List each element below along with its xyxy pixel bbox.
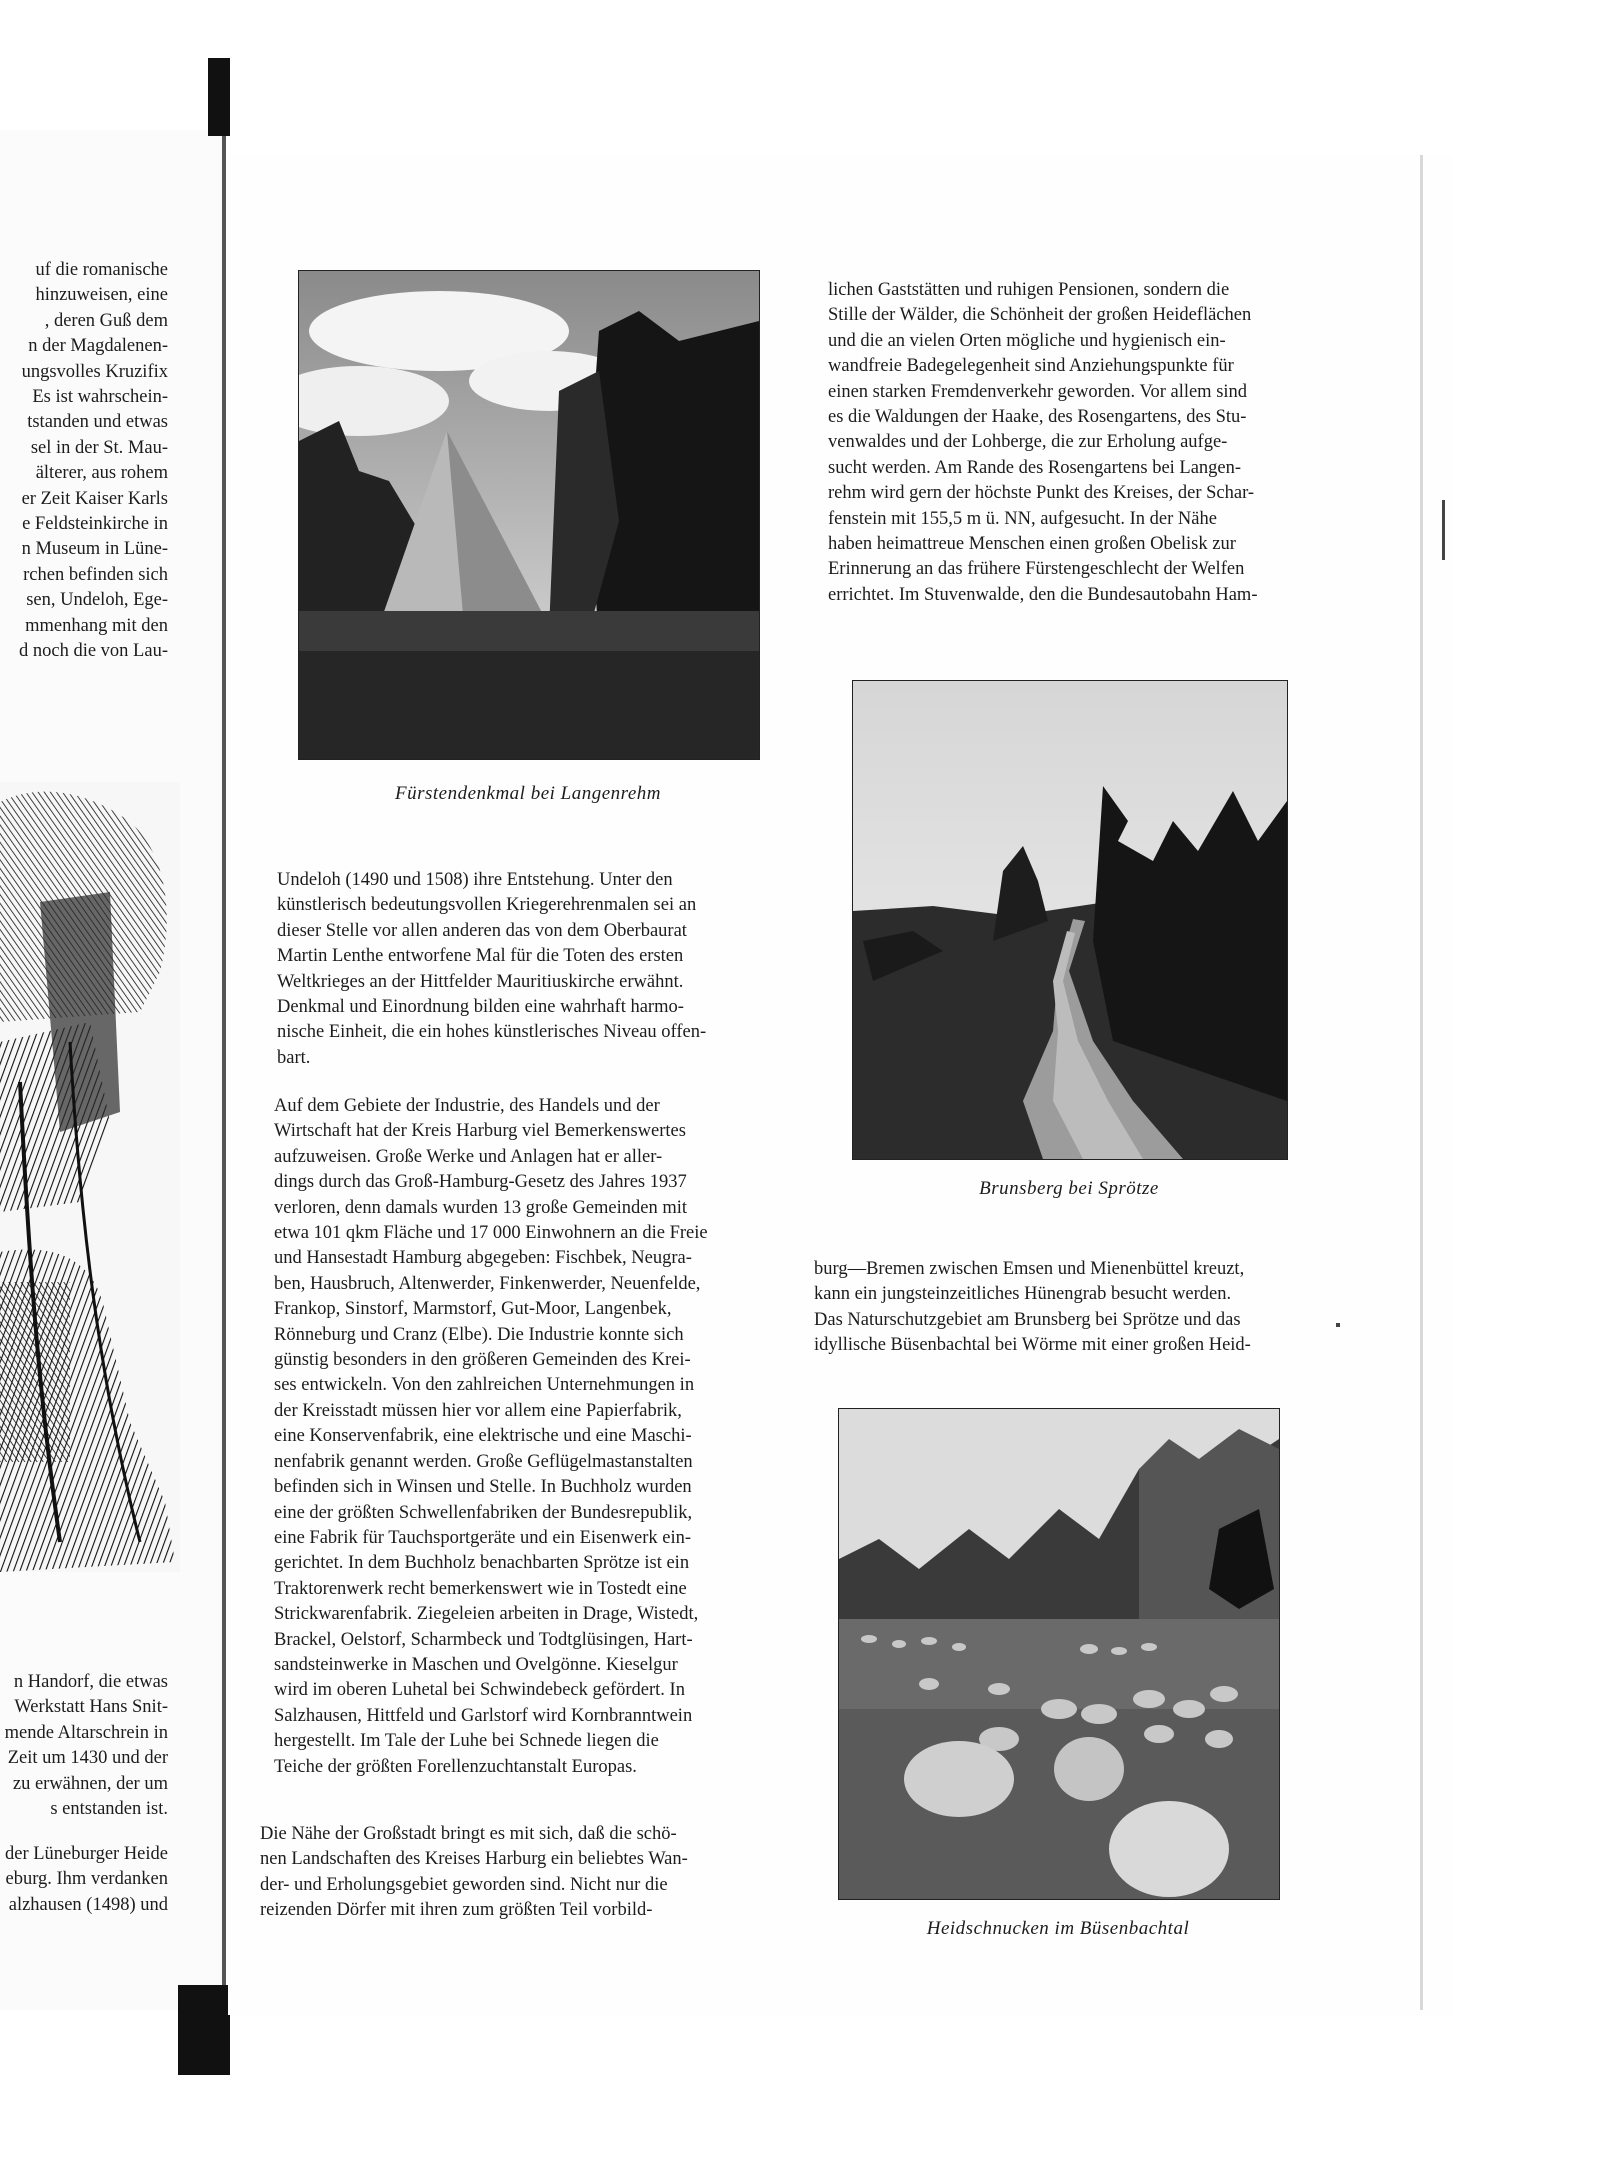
text-line: nen Landschaften des Kreises Harburg ein beliebtes Wan- xyxy=(260,1849,688,1870)
text-line: wandfreie Badegelegenheit sind Anziehungspunkte für xyxy=(828,356,1234,377)
text-line: Werkstatt Hans Snit- xyxy=(14,1697,168,1718)
right-column-top xyxy=(828,278,1326,608)
text-line: sel in der St. Mau- xyxy=(30,437,168,458)
middle-column-industry xyxy=(274,1094,768,1780)
text-line: Brackel, Oelstorf, Scharmbeck und Todtglüsingen, Hart- xyxy=(274,1629,693,1650)
text-line: reizenden Dörfer mit ihren zum größten Teil vorbild- xyxy=(260,1900,653,1921)
right-page-edge xyxy=(1420,155,1423,2010)
text-line: aufzuweisen. Große Werke und Anlagen hat er aller- xyxy=(274,1146,663,1167)
sheep-photo xyxy=(838,1408,1280,1900)
text-line: der Lüneburger Heide xyxy=(4,1844,168,1864)
text-line: n Handorf, die etwas xyxy=(13,1672,168,1692)
text-line: sucht werden. Am Rande des Rosengartens bei Langen- xyxy=(828,457,1242,478)
text-line: er Zeit Kaiser Karls xyxy=(21,488,168,509)
text-line: hinzuweisen, eine xyxy=(35,285,168,306)
text-line: der- und Erholungsgebiet geworden sind. Nicht nur die xyxy=(260,1874,668,1895)
text-line: älterer, aus rohem xyxy=(35,463,168,484)
text-line: dieser Stelle vor allen anderen das von dem Oberbaurat xyxy=(277,920,687,941)
text-line: zu erwähnen, der um xyxy=(12,1773,168,1794)
paragraph xyxy=(260,1822,754,1924)
obelisk-photo xyxy=(298,270,760,760)
text-line: rchen befinden sich xyxy=(23,564,168,585)
text-line: lichen Gaststätten und ruhigen Pensionen, sondern die xyxy=(828,280,1230,300)
text-line: burg—Bremen zwischen Emsen und Mienenbüttel kreuzt, xyxy=(814,1259,1245,1279)
text-line: alzhausen (1498) und xyxy=(8,1894,168,1915)
text-line: Salzhausen, Hittfeld und Garlstorf wird Kornbranntwein xyxy=(274,1705,693,1726)
paragraph xyxy=(814,1257,1306,1359)
obelisk-photo-caption: Fürstendenkmal bei Langenrehm xyxy=(394,783,662,804)
text-line: Zeit um 1430 und der xyxy=(7,1748,168,1769)
paragraph xyxy=(274,1094,768,1780)
text-line: rehm wird gern der höchste Punkt des Kreises, der Schar- xyxy=(828,483,1255,504)
text-line: Stille der Wälder, die Schönheit der großen Heideflächen xyxy=(828,305,1252,326)
paragraph xyxy=(277,868,767,1071)
text-line: Rönneburg und Cranz (Elbe). Die Industrie konnte sich xyxy=(274,1324,684,1345)
text-line: künstlerisch bedeutungsvollen Kriegerehrenmalen sei an xyxy=(277,895,697,916)
text-line: s entstanden ist. xyxy=(50,1799,168,1820)
text-line: Es ist wahrschein- xyxy=(32,387,168,408)
text-line: mende Altarschrein in xyxy=(4,1722,168,1743)
binding-tab-top xyxy=(208,58,230,136)
text-line: und die an vielen Orten mögliche und hygienisch ein- xyxy=(828,330,1226,351)
binding-tab-bottom xyxy=(178,1985,230,2075)
middle-column xyxy=(277,868,767,1071)
text-line: kann ein jungsteinzeitliches Hünengrab besucht werden. xyxy=(814,1284,1232,1305)
text-line: Auf dem Gebiete der Industrie, des Handels und der xyxy=(274,1096,660,1116)
right-column-middle xyxy=(814,1257,1306,1359)
text-line: ses entwickeln. Von den zahlreichen Unternehmungen in xyxy=(274,1375,695,1396)
text-line: Die Nähe der Großstadt bringt es mit sich, daß die schö- xyxy=(260,1824,677,1844)
text-line: eine Konservenfabrik, eine elektrische und eine Maschi- xyxy=(274,1426,692,1447)
text-line: befinden sich in Winsen und Stelle. In Buchholz wurden xyxy=(274,1477,692,1498)
text-line: etwa 101 qkm Fläche und 17 000 Einwohnern an die Freie xyxy=(274,1223,708,1244)
text-line: nenfabrik genannt werden. Große Geflügelmastanstalten xyxy=(274,1451,693,1472)
text-line: e Feldsteinkirche in xyxy=(22,514,168,535)
text-line: Traktorenwerk recht bemerkenswert wie in Tostedt eine xyxy=(274,1578,687,1599)
text-line: Strickwarenfabrik. Ziegeleien arbeiten in Drage, Wistedt, xyxy=(274,1604,699,1625)
text-line: Frankop, Sinstorf, Marmstorf, Gut-Moor, Langenbek, xyxy=(274,1299,672,1320)
text-line: eine Fabrik für Tauchsportgeräte und ein Eisenwerk ein- xyxy=(274,1527,692,1548)
left-page-edge xyxy=(222,130,226,2010)
text-line: der Kreisstadt müssen hier vor allem eine Papierfabrik, xyxy=(274,1400,682,1421)
text-line: sandsteinwerke in Maschen und Ovelgönne. Kieselgur xyxy=(274,1654,678,1675)
text-line: mmenhang mit den xyxy=(25,615,168,636)
text-line: errichtet. Im Stuvenwalde, den die Bundesautobahn Ham- xyxy=(828,584,1258,605)
text-line: günstig besonders in den größeren Gemeinden des Krei- xyxy=(274,1350,691,1371)
text-line: d noch die von Lau- xyxy=(19,641,168,662)
text-line: tstanden und etwas xyxy=(27,412,168,433)
text-line: sen, Undeloh, Ege- xyxy=(26,590,168,611)
text-line: ben, Hausbruch, Altenwerder, Finkenwerder, Neuenfelde, xyxy=(274,1273,701,1294)
text-line: verloren, denn damals wurden 13 große Gemeinden mit xyxy=(274,1197,688,1218)
text-line: uf die romanische xyxy=(35,260,168,280)
left-page-bottom-text-1 xyxy=(0,1670,168,1822)
text-line: Das Naturschutzgebiet am Brunsberg bei Sprötze und das xyxy=(814,1309,1241,1330)
text-line: und Hansestadt Hamburg abgegeben: Fischbek, Neugra- xyxy=(274,1248,692,1269)
text-line: n Museum in Lüne- xyxy=(21,539,168,560)
text-line: eine der größten Schwellenfabriken der Bundesrepublik, xyxy=(274,1502,693,1523)
paragraph xyxy=(828,278,1326,608)
text-line: wird im oberen Luhetal bei Schwindebeck gefördert. In xyxy=(274,1680,685,1701)
middle-column-tourism xyxy=(260,1822,754,1924)
scan-mark xyxy=(1442,500,1445,560)
text-line: ungsvolles Kruzifix xyxy=(21,361,168,382)
text-line: Teiche der größten Forellenzuchtanstalt Europas. xyxy=(274,1756,637,1777)
brunsberg-photo xyxy=(852,680,1288,1160)
text-line: Weltkrieges an der Hittfelder Mauritiuskirche erwähnt. xyxy=(277,971,684,992)
text-line: , deren Guß dem xyxy=(44,310,168,331)
text-line: bart. xyxy=(277,1047,311,1068)
left-page-top-text xyxy=(0,258,168,665)
text-line: dings durch das Groß-Hamburg-Gesetz des Jahres 1937 xyxy=(274,1172,687,1193)
text-line: Undeloh (1490 und 1508) ihre Entstehung. Unter den xyxy=(277,870,673,890)
text-line: hergestellt. Im Tale der Luhe bei Schnede liegen die xyxy=(274,1731,659,1752)
text-line: gerichtet. In dem Buchholz benachbarten Sprötze ist ein xyxy=(274,1553,690,1574)
text-line: Martin Lenthe entworfene Mal für die Toten des ersten xyxy=(277,946,684,967)
text-line: Denkmal und Einordnung bilden eine wahrhaft harmo- xyxy=(277,997,684,1018)
text-line: nische Einheit, die ein hohes künstlerisches Niveau offen- xyxy=(277,1022,707,1043)
text-line: idyllische Büsenbachtal bei Wörme mit einer großen Heid- xyxy=(814,1335,1251,1356)
text-line: eburg. Ihm verdanken xyxy=(5,1869,168,1890)
left-page-bottom-text-2 xyxy=(0,1842,168,1918)
tree-drawing xyxy=(0,782,180,1572)
text-line: Erinnerung an das frühere Fürstengeschlecht der Welfen xyxy=(828,559,1245,580)
text-line: venwaldes und der Lohberge, die zur Erholung aufge- xyxy=(828,432,1228,453)
text-line: einen starken Fremdenverkehr geworden. Vor allem sind xyxy=(828,381,1248,402)
text-line: fenstein mit 155,5 m ü. NN, aufgesucht. In der Nähe xyxy=(828,508,1217,529)
text-line: Wirtschaft hat der Kreis Harburg viel Bemerkenswertes xyxy=(274,1121,686,1142)
text-line: haben heimattreue Menschen einen großen Obelisk zur xyxy=(828,534,1236,555)
text-line: n der Magdalenen- xyxy=(28,336,168,357)
brunsberg-photo-caption: Brunsberg bei Sprötze xyxy=(979,1178,1159,1199)
scan-mark xyxy=(1336,1323,1340,1327)
sheep-photo-caption: Heidschnucken im Büsenbachtal xyxy=(926,1918,1190,1939)
text-line: es die Waldungen der Haake, des Rosengartens, des Stu- xyxy=(828,407,1247,428)
